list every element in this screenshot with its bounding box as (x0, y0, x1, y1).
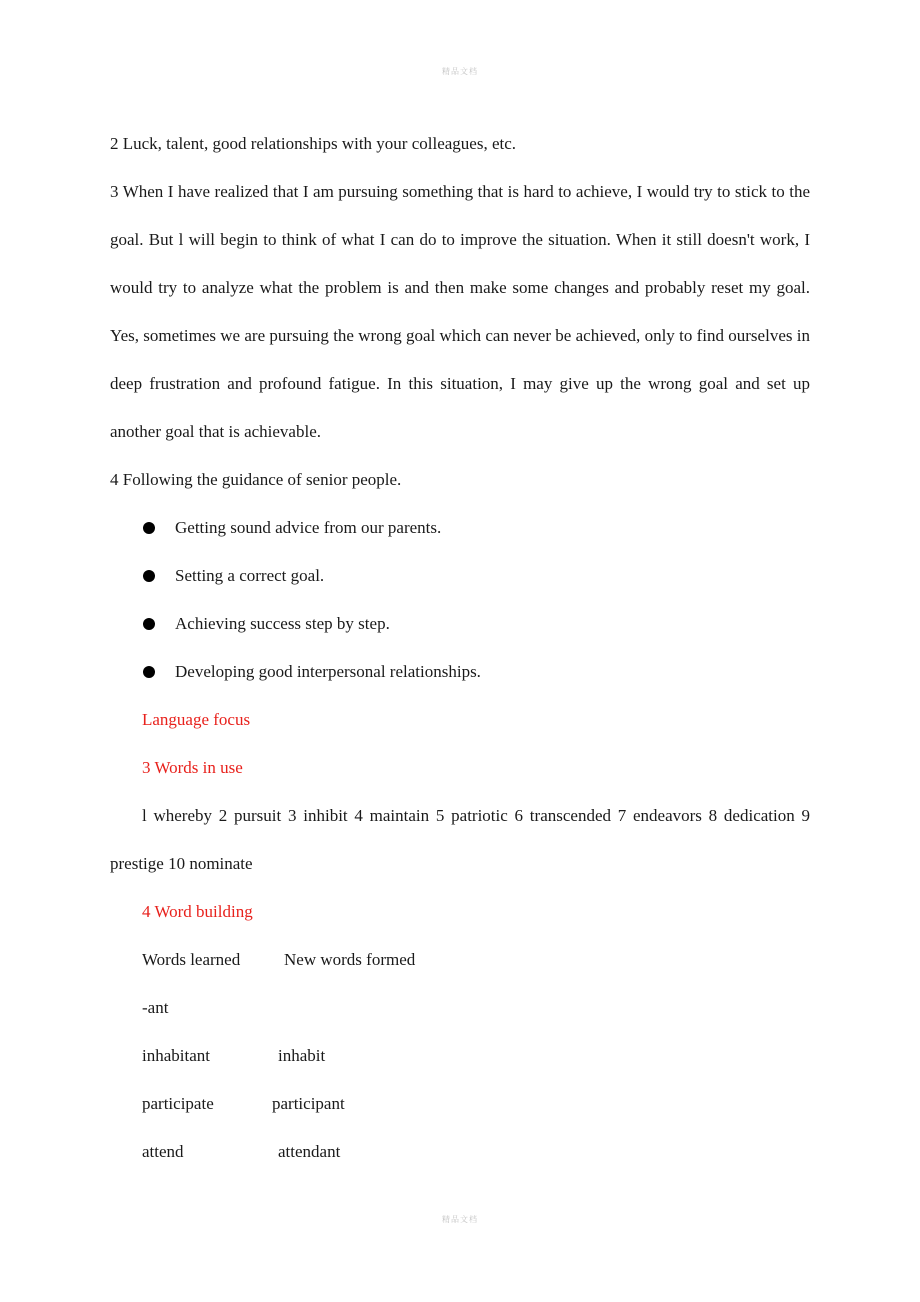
section-heading-language-focus: Language focus (142, 710, 251, 729)
word-formed: inhabit (278, 1046, 326, 1065)
bullet-text: Developing good interpersonal relationships. (175, 662, 481, 681)
document-body (110, 120, 810, 1176)
section-heading-words-in-use: 3 Words in use (142, 758, 243, 777)
bullet-dot-icon (143, 618, 155, 630)
word-learned: attend (142, 1142, 184, 1161)
table-row (110, 1128, 810, 1176)
page-footer-watermark: 精品文档 (442, 1215, 478, 1224)
bullet-item (110, 648, 810, 696)
suffix-label: -ant (142, 998, 169, 1017)
word-building-suffix (110, 984, 810, 1032)
word-formed: attendant (278, 1142, 341, 1161)
column-header-new-words-formed: New words formed (284, 950, 416, 969)
column-header-words-learned: Words learned (142, 950, 241, 969)
words-in-use-answers: l whereby 2 pursuit 3 inhibit 4 maintain 5 patriotic 6 transcended 7 endeavors 8 dedication 9 prestige 10 nominate (110, 806, 810, 873)
section-heading-word-building: 4 Word building (142, 902, 253, 921)
word-building-header-row (110, 936, 810, 984)
answer-q2: 2 Luck, talent, good relationships with your colleagues, etc. (110, 134, 517, 153)
bullet-dot-icon (143, 666, 155, 678)
bullet-text: Getting sound advice from our parents. (175, 518, 442, 537)
word-learned: participate (142, 1094, 214, 1113)
bullet-dot-icon (143, 522, 155, 534)
word-learned: inhabitant (142, 1046, 210, 1065)
bullet-item (110, 600, 810, 648)
table-row (110, 1032, 810, 1080)
table-row (110, 1080, 810, 1128)
answer-q3: 3 When I have realized that I am pursuing something that is hard to achieve, I would try to stick to the goal. But l will begin to think of what I can do to improve the situation. When it still doesn't work, I would try to analyze what the problem is and then make some changes and probably reset my goal. Yes, sometimes we are pursuing the wrong goal which can never be achieved, only to find ourselves in deep frustration and profound fatigue. In this situation, I may give up the wrong goal and set up another goal that is achievable. (110, 182, 810, 441)
word-formed: participant (272, 1094, 345, 1113)
bullet-item (110, 504, 810, 552)
bullet-item (110, 552, 810, 600)
bullet-dot-icon (143, 570, 155, 582)
bullet-text: Achieving success step by step. (175, 614, 390, 633)
bullet-text: Setting a correct goal. (175, 566, 325, 585)
answer-q4: 4 Following the guidance of senior people. (110, 470, 402, 489)
answer-bullet-list (110, 504, 810, 696)
page-header-watermark: 精品文档 (442, 67, 478, 76)
